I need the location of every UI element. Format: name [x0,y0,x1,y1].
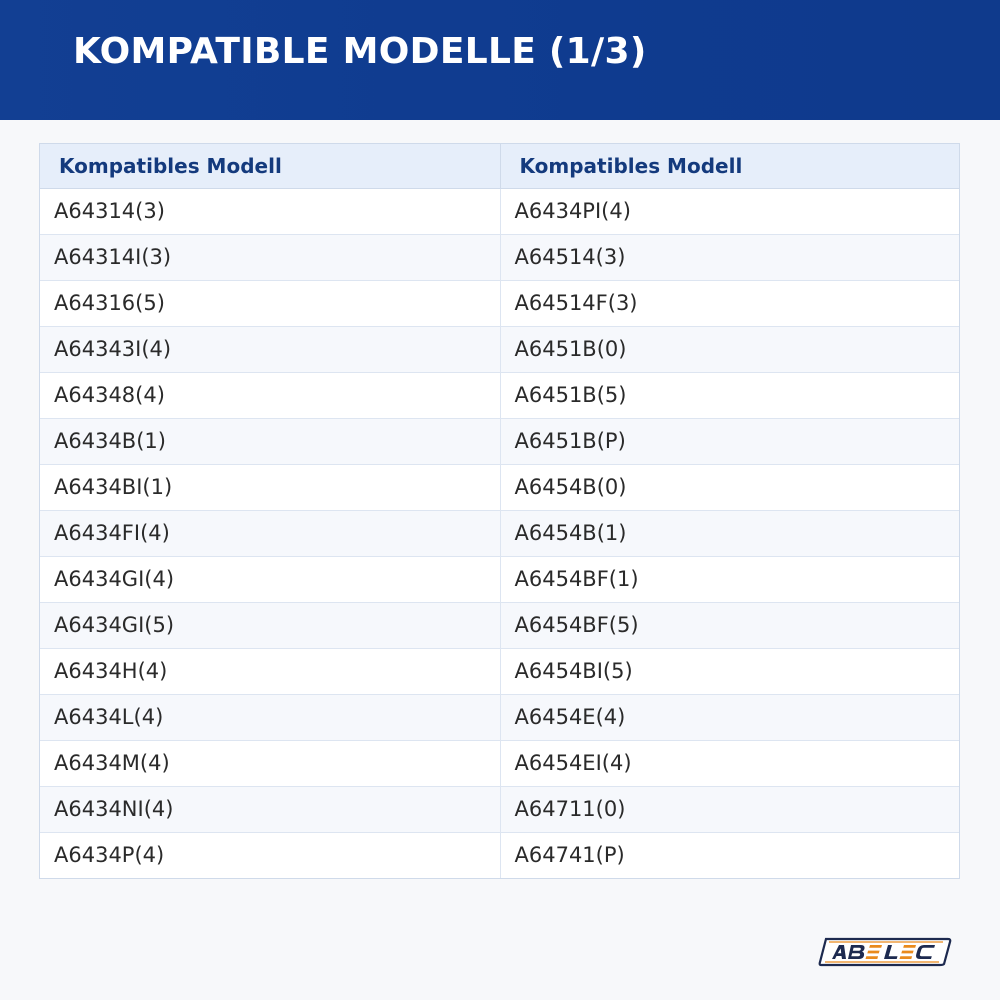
model-cell: A6434H(4) [40,648,500,694]
model-cell: A64741(P) [500,832,959,878]
model-cell: A6451B(5) [500,372,959,418]
model-cell: A64316(5) [40,280,500,326]
header-banner [0,0,1000,120]
model-cell: A6454B(1) [500,510,959,556]
model-cell: A6434GI(5) [40,602,500,648]
model-cell: A6434L(4) [40,694,500,740]
model-cell: A6454BI(5) [500,648,959,694]
model-cell: A64314I(3) [40,234,500,280]
model-cell: A6434P(4) [40,832,500,878]
column-header-right: Kompatibles Modell [500,144,959,188]
model-cell: A6434M(4) [40,740,500,786]
table-row [40,786,959,832]
table-row [40,832,959,878]
model-cell: A64314(3) [40,188,500,234]
table-row [40,234,959,280]
model-cell: A6454E(4) [500,694,959,740]
model-cell: A6434GI(4) [40,556,500,602]
table-row [40,602,959,648]
column-header-left: Kompatibles Modell [40,144,500,188]
table-row [40,694,959,740]
table-row [40,740,959,786]
models-table-container [39,143,960,879]
compatible-models-table [40,144,959,878]
table-row [40,556,959,602]
model-cell: A6434B(1) [40,418,500,464]
table-row [40,464,959,510]
model-cell: A64343I(4) [40,326,500,372]
model-cell: A64711(0) [500,786,959,832]
model-cell: A6454B(0) [500,464,959,510]
table-header-row [40,144,959,188]
model-cell: A6454BF(5) [500,602,959,648]
table-row [40,648,959,694]
page-title: KOMPATIBLE MODELLE (1/3) [73,31,647,72]
model-cell: A64514F(3) [500,280,959,326]
model-cell: A6434FI(4) [40,510,500,556]
model-cell: A6434PI(4) [500,188,959,234]
model-cell: A6434BI(1) [40,464,500,510]
table-row [40,418,959,464]
model-cell: A64348(4) [40,372,500,418]
table-row [40,372,959,418]
model-cell: A64514(3) [500,234,959,280]
model-cell: A6434NI(4) [40,786,500,832]
model-cell: A6451B(P) [500,418,959,464]
model-cell: A6451B(0) [500,326,959,372]
table-row [40,280,959,326]
table-row [40,188,959,234]
table-row [40,326,959,372]
model-cell: A6454EI(4) [500,740,959,786]
model-cell: A6454BF(1) [500,556,959,602]
abelec-logo [818,937,952,967]
table-row [40,510,959,556]
